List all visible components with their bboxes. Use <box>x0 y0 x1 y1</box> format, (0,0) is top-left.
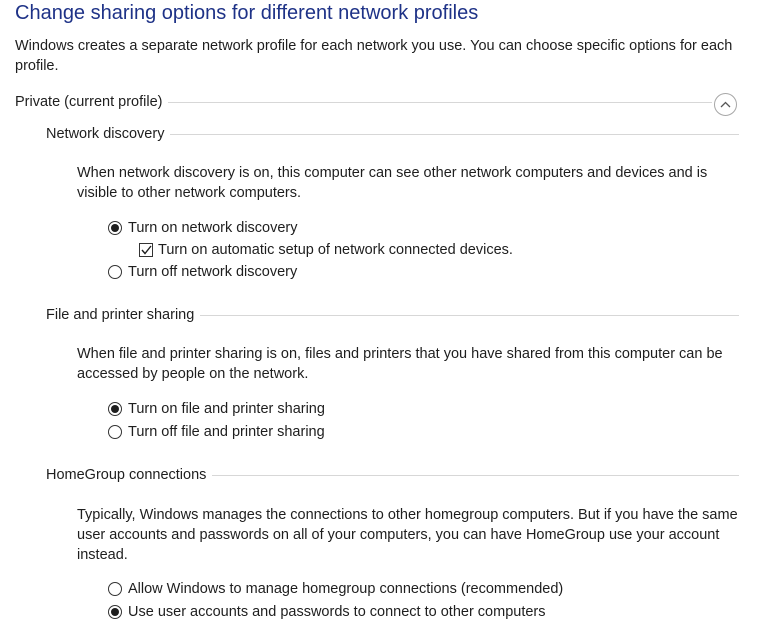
homegroup-accounts-radio[interactable] <box>108 602 546 622</box>
radio-button[interactable] <box>108 265 122 279</box>
homegroup-heading: HomeGroup connections <box>46 467 207 483</box>
file-sharing-off-label: Turn off file and printer sharing <box>128 424 325 440</box>
page-intro: Windows creates a separate network profile for each network you use. You can choose specific options for each profile. <box>15 38 733 74</box>
file-sharing-on-label: Turn on file and printer sharing <box>128 401 325 417</box>
network-discovery-off-label: Turn off network discovery <box>128 264 298 280</box>
profile-header[interactable] <box>15 92 712 112</box>
checkbox[interactable] <box>139 243 153 257</box>
radio-button[interactable] <box>108 402 122 416</box>
homegroup-header <box>46 465 739 485</box>
collapse-profile-button[interactable] <box>714 93 737 116</box>
file-printer-sharing-heading: File and printer sharing <box>46 307 195 323</box>
chevron-up-icon <box>720 101 731 108</box>
file-sharing-off-radio[interactable] <box>108 422 325 442</box>
network-discovery-description: When network discovery is on, this computer can see other network computers and devices and is visible to other network computers. <box>77 165 708 201</box>
file-sharing-on-radio[interactable] <box>108 399 325 419</box>
network-discovery-divider <box>170 134 739 135</box>
homegroup-windows-radio[interactable] <box>108 579 563 599</box>
auto-setup-label: Turn on automatic setup of network connected devices. <box>158 242 513 258</box>
network-discovery-off-radio[interactable] <box>108 262 297 282</box>
profile-divider <box>168 102 712 103</box>
file-printer-sharing-header <box>46 305 739 325</box>
network-discovery-on-label: Turn on network discovery <box>128 220 298 236</box>
page-title: Change sharing options for different network profiles <box>15 2 479 24</box>
profile-label: Private (current profile) <box>15 94 163 110</box>
radio-button[interactable] <box>108 425 122 439</box>
network-discovery-on-radio[interactable] <box>108 218 298 238</box>
checkmark-icon <box>141 245 152 255</box>
radio-button[interactable] <box>108 221 122 235</box>
radio-selected-dot <box>111 405 119 413</box>
homegroup-description: Typically, Windows manages the connections to other homegroup computers. But if you have the same user accounts and passwords on all of your computers, you can have HomeGroup use your account instead. <box>77 507 738 563</box>
radio-selected-dot <box>111 608 119 616</box>
homegroup-accounts-label: Use user accounts and passwords to connect to other computers <box>128 604 546 620</box>
radio-button[interactable] <box>108 605 122 619</box>
homegroup-divider <box>212 475 739 476</box>
radio-button[interactable] <box>108 582 122 596</box>
radio-selected-dot <box>111 224 119 232</box>
file-printer-sharing-description: When file and printer sharing is on, files and printers that you have shared from this computer can be accessed by people on the network. <box>77 346 723 382</box>
network-discovery-heading: Network discovery <box>46 126 165 142</box>
homegroup-windows-label: Allow Windows to manage homegroup connections (recommended) <box>128 581 564 597</box>
file-printer-sharing-divider <box>200 315 739 316</box>
auto-setup-checkbox[interactable] <box>139 240 513 260</box>
network-discovery-header <box>46 124 739 144</box>
